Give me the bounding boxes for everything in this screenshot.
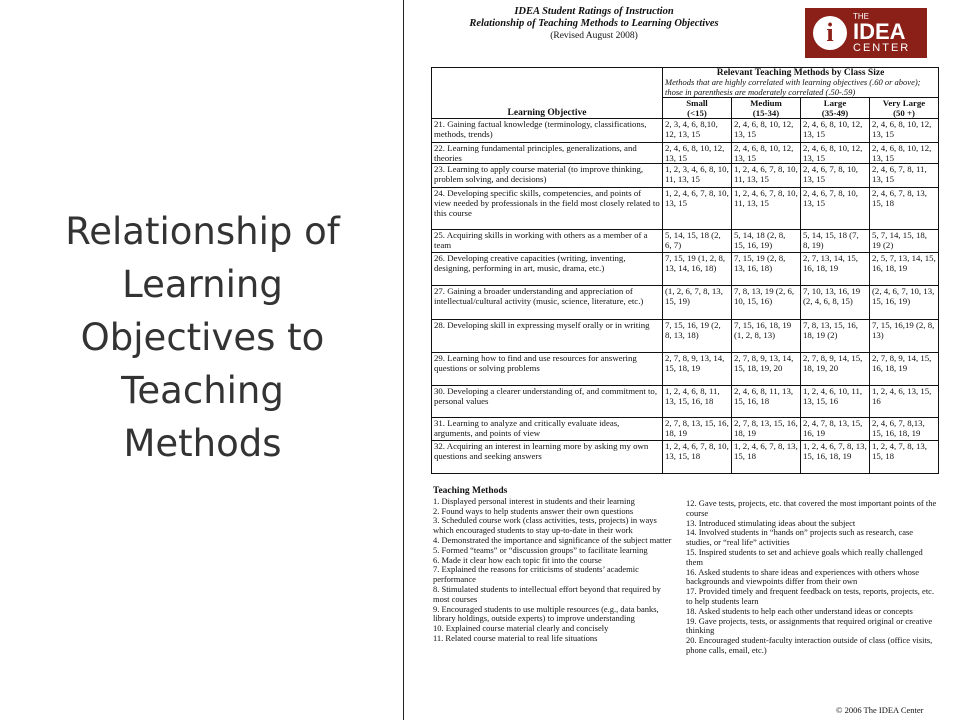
table-row xyxy=(432,441,939,474)
medium-class-cell: 7, 15, 16, 18, 19 (1, 2, 8, 13) xyxy=(732,320,801,353)
idea-info-icon: i xyxy=(813,16,847,50)
size-range: (15-34) xyxy=(752,108,780,118)
size-range: (<15) xyxy=(687,108,707,118)
size-header-medium xyxy=(732,98,801,119)
medium-class-cell: 2, 4, 6, 8, 11, 13, 15, 16, 18 xyxy=(732,386,801,418)
document-revision: (Revised August 2008) xyxy=(550,31,638,41)
slide-title-line: Methods xyxy=(123,422,282,465)
table-row xyxy=(432,353,939,386)
very-large-class-cell: 1, 2, 4, 7, 8, 13, 15, 18 xyxy=(870,441,939,474)
objective-cell: 21. Gaining factual knowledge (terminology, classifications, methods, trends) xyxy=(432,119,663,143)
method-item: 12. Gave tests, projects, etc. that covered the most important points of the course xyxy=(686,498,937,518)
large-class-cell: 2, 4, 6, 7, 8, 10, 13, 15 xyxy=(801,188,870,230)
table-row xyxy=(432,164,939,188)
size-name: Small xyxy=(686,98,708,108)
method-item: 14. Involved students in “hands on” projects such as research, case studies, or “real life” activities xyxy=(686,527,914,548)
very-large-class-cell: 2, 4, 6, 7, 8,13, 15, 16, 18, 19 xyxy=(870,418,939,441)
table-row xyxy=(432,286,939,320)
method-item: 19. Gave projects, tests, or assignments that required original or creative thinking xyxy=(686,615,933,636)
small-class-cell: 1, 2, 4, 6, 7, 8, 10, 13, 15, 18 xyxy=(663,441,732,474)
small-class-cell: 1, 2, 3, 4, 6, 8, 10, 11, 13, 15 xyxy=(663,164,732,188)
medium-class-cell: 1, 2, 4, 6, 7, 8, 10, 11, 13, 15 xyxy=(732,188,801,230)
small-class-cell: 2, 3, 4, 6, 8,10, 12, 13, 15 xyxy=(663,119,732,143)
small-class-cell: 2, 7, 8, 9, 13, 14, 15, 18, 19 xyxy=(663,353,732,386)
slide-title xyxy=(30,205,375,470)
large-class-cell: 7, 10, 13, 16, 19 (2, 4, 6, 8, 15) xyxy=(801,286,870,320)
large-class-cell: 2, 4, 7, 8, 13, 15, 16, 19 xyxy=(801,418,870,441)
table-row xyxy=(432,320,939,353)
method-item: 5. Formed “teams” or “discussion groups” to facilitate learning xyxy=(433,544,648,555)
small-class-cell: 7, 15, 19 (1, 2, 8, 13, 14, 16, 18) xyxy=(663,253,732,286)
document-title: IDEA Student Ratings of Instruction xyxy=(514,6,674,17)
objective-cell: 32. Acquiring an interest in learning more by asking my own questions and seeking answers xyxy=(432,441,663,474)
table-row xyxy=(432,418,939,441)
medium-class-cell: 2, 7, 8, 9, 13, 14, 15, 18, 19, 20 xyxy=(732,353,801,386)
very-large-class-cell: 5, 7, 14, 15, 18, 19 (2) xyxy=(870,230,939,253)
size-header-very-large xyxy=(870,98,939,119)
very-large-class-cell: 2, 4, 6, 7, 8, 11, 13, 15 xyxy=(870,164,939,188)
large-class-cell: 2, 7, 13, 14, 15, 16, 18, 19 xyxy=(801,253,870,286)
method-item: 16. Asked students to share ideas and experiences with others whose backgrounds and viewpoints differ from their own xyxy=(686,566,919,587)
logo-idea: IDEA xyxy=(853,18,906,44)
method-item: 3. Scheduled course work (class activities, tests, projects) in ways which encouraged students to stay up-to-date in their work xyxy=(433,515,657,536)
very-large-class-cell: (2, 4, 6, 7, 10, 13, 15, 16, 19) xyxy=(870,286,939,320)
method-item: 11. Related course material to real life situations xyxy=(433,632,598,643)
table-row xyxy=(432,119,939,143)
method-item: 15. Inspired students to set and achieve goals which really challenged them xyxy=(686,546,923,567)
document-header xyxy=(404,6,784,42)
large-class-cell: 2, 4, 6, 8, 10, 12, 13, 15 xyxy=(801,119,870,143)
small-class-cell: (1, 2, 6, 7, 8, 13, 15, 19) xyxy=(663,286,732,320)
method-item: 9. Encouraged students to use multiple resources (e.g., data banks, library holdings, outside experts) to improve understanding xyxy=(433,603,659,624)
logo-the: THE xyxy=(853,11,869,21)
method-item: 4. Demonstrated the importance and significance of the subject matter xyxy=(433,534,672,545)
medium-class-cell: 7, 15, 19 (2, 8, 13, 16, 18) xyxy=(732,253,801,286)
size-name: Large xyxy=(823,98,847,108)
objective-cell: 29. Learning how to find and use resources for answering questions or solving problems xyxy=(432,353,663,386)
objective-cell: 28. Developing skill in expressing myself orally or in writing xyxy=(432,320,663,353)
method-item: 2. Found ways to help students answer their own questions xyxy=(433,505,634,516)
table-header-group-row xyxy=(432,68,939,98)
method-item: 8. Stimulated students to intellectual effort beyond that required by most courses xyxy=(433,583,661,604)
medium-class-cell: 7, 8, 13, 19 (2, 6, 10, 15, 16) xyxy=(732,286,801,320)
methods-column-left xyxy=(433,487,679,644)
very-large-class-cell: 2, 7, 8, 9, 14, 15, 16, 18, 19 xyxy=(870,353,939,386)
objective-cell: 26. Developing creative capacities (writing, inventing, designing, performing in art, music, drama, etc.) xyxy=(432,253,663,286)
slide-title-line: Objectives to xyxy=(80,316,325,359)
large-class-cell: 1, 2, 4, 6, 7, 8, 13, 15, 16, 18, 19 xyxy=(801,441,870,474)
large-class-cell: 2, 4, 6, 7, 8, 10, 13, 15 xyxy=(801,164,870,188)
table-row xyxy=(432,230,939,253)
table-row xyxy=(432,188,939,230)
objective-column-header: Learning Objective xyxy=(432,68,663,119)
copyright-notice: © 2006 The IDEA Center xyxy=(836,705,924,715)
slide-title-line: Learning xyxy=(122,263,283,306)
method-item: 17. Provided timely and frequent feedback on tests, reports, projects, etc. to help students learn xyxy=(686,586,935,606)
very-large-class-cell: 2, 4, 6, 8, 10, 12, 13, 15 xyxy=(870,119,939,143)
group-header xyxy=(663,68,939,98)
method-item: 13. Introduced stimulating ideas about the subject xyxy=(686,517,856,528)
small-class-cell: 1, 2, 4, 6, 8, 11, 13, 15, 16, 18 xyxy=(663,386,732,418)
objective-cell: 24. Developing specific skills, competencies, and points of view needed by professionals in the field most closely related to this course xyxy=(432,188,663,230)
methods-column-right xyxy=(686,499,938,656)
objective-cell: 30. Developing a clearer understanding of, and commitment to, personal values xyxy=(432,386,663,418)
size-header-large xyxy=(801,98,870,119)
size-name: Very Large xyxy=(882,98,926,108)
large-class-cell: 1, 2, 4, 6, 10, 11, 13, 15, 16 xyxy=(801,386,870,418)
objective-cell: 25. Acquiring skills in working with others as a member of a team xyxy=(432,230,663,253)
medium-class-cell: 2, 4, 6, 8, 10, 12, 13, 15 xyxy=(732,119,801,143)
group-header-note: Methods that are highly correlated with learning objectives (.60 or above); those in parenthesis are moderately correlated (.50-.59) xyxy=(665,77,921,97)
size-range: (50 +) xyxy=(893,108,915,118)
method-item: 18. Asked students to help each other understand ideas or concepts xyxy=(686,605,913,616)
very-large-class-cell: 2, 4, 6, 7, 8, 13, 15, 18 xyxy=(870,188,939,230)
very-large-class-cell: 1, 2, 4, 6, 13, 15, 16 xyxy=(870,386,939,418)
small-class-cell: 2, 7, 8, 13, 15, 16, 18, 19 xyxy=(663,418,732,441)
document-image xyxy=(404,0,960,720)
small-class-cell: 5, 14, 15, 18 (2, 6, 7) xyxy=(663,230,732,253)
methods-heading: Teaching Methods xyxy=(433,486,508,496)
small-class-cell: 2, 4, 6, 8, 10, 12, 13, 15 xyxy=(663,143,732,164)
medium-class-cell: 2, 7, 8, 13, 15, 16, 18, 19 xyxy=(732,418,801,441)
group-header-title: Relevant Teaching Methods by Class Size xyxy=(716,68,885,78)
medium-class-cell: 1, 2, 4, 6, 7, 8, 13, 15, 18 xyxy=(732,441,801,474)
logo-center: CENTER xyxy=(853,41,911,54)
slide-title-line: Teaching xyxy=(121,369,284,412)
document-subtitle: Relationship of Teaching Methods to Learning Objectives xyxy=(469,18,719,29)
size-header-small xyxy=(663,98,732,119)
objective-cell: 27. Gaining a broader understanding and appreciation of intellectual/cultural activity (music, science, literature, etc.) xyxy=(432,286,663,320)
very-large-class-cell: 2, 5, 7, 13, 14, 15, 16, 18, 19 xyxy=(870,253,939,286)
medium-class-cell: 5, 14, 18 (2, 8, 15, 16, 19) xyxy=(732,230,801,253)
very-large-class-cell: 2, 4, 6, 8, 10, 12, 13, 15 xyxy=(870,143,939,164)
very-large-class-cell: 7, 15, 16,19 (2, 8, 13) xyxy=(870,320,939,353)
method-item: 10. Explained course material clearly and concisely xyxy=(433,623,609,634)
table-row xyxy=(432,386,939,418)
table-row xyxy=(432,253,939,286)
medium-class-cell: 2, 4, 6, 8, 10, 12, 13, 15 xyxy=(732,143,801,164)
large-class-cell: 7, 8, 13, 15, 16, 18, 19 (2) xyxy=(801,320,870,353)
logo-text xyxy=(853,13,910,54)
slide-title-line: Relationship of xyxy=(65,210,340,253)
large-class-cell: 2, 4, 6, 8, 10, 12, 13, 15 xyxy=(801,143,870,164)
method-item: 7. Explained the reasons for criticisms of students’ academic performance xyxy=(433,564,639,585)
large-class-cell: 2, 7, 8, 9, 14, 15, 18, 19, 20 xyxy=(801,353,870,386)
table-body xyxy=(432,119,939,474)
table-row xyxy=(432,143,939,164)
objective-cell: 23. Learning to apply course material (to improve thinking, problem solving, and decisions) xyxy=(432,164,663,188)
size-name: Medium xyxy=(750,98,782,108)
medium-class-cell: 1, 2, 4, 6, 7, 8, 10, 11, 13, 15 xyxy=(732,164,801,188)
small-class-cell: 7, 15, 16, 19 (2, 8, 13, 18) xyxy=(663,320,732,353)
large-class-cell: 5, 14, 15, 18 (7, 8, 19) xyxy=(801,230,870,253)
objective-cell: 31. Learning to analyze and critically evaluate ideas, arguments, and points of view xyxy=(432,418,663,441)
method-item: 20. Encouraged student-faculty interaction outside of class (office visits, phone calls, email, etc.) xyxy=(686,635,933,655)
small-class-cell: 1, 2, 4, 6, 7, 8, 10, 13, 15 xyxy=(663,188,732,230)
objective-cell: 22. Learning fundamental principles, generalizations, and theories xyxy=(432,143,663,164)
idea-center-logo xyxy=(805,8,927,58)
method-item: 6. Made it clear how each topic fit into the course xyxy=(433,554,602,565)
ratings-table xyxy=(431,67,939,474)
method-item: 1. Displayed personal interest in students and their learning xyxy=(433,495,635,506)
size-range: (35-49) xyxy=(821,108,849,118)
